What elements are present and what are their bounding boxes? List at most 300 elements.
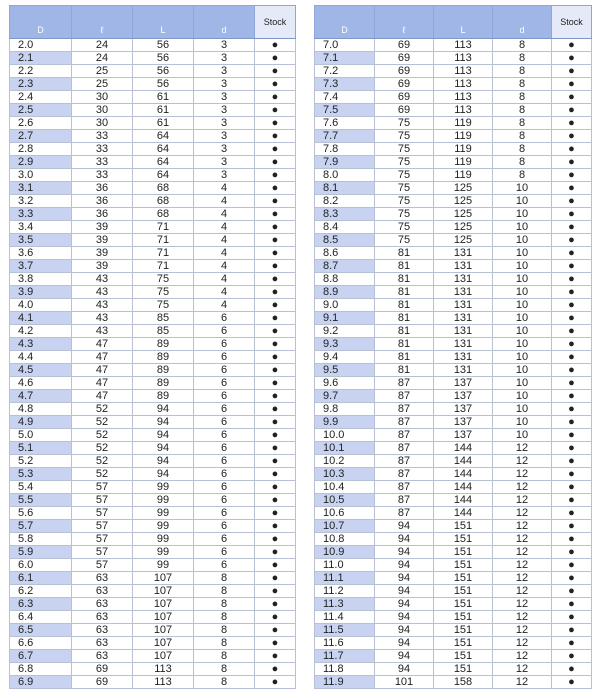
stock-dot-icon: ● (552, 143, 592, 156)
cell-D: 3.2 (10, 195, 72, 208)
cell-shank-dia: 10 (493, 429, 552, 442)
cell-D: 9.1 (315, 312, 375, 325)
cell-D: 5.7 (10, 520, 72, 533)
cell-overall-length: 113 (133, 663, 194, 676)
cell-overall-length: 113 (434, 91, 493, 104)
cell-D: 5.8 (10, 533, 72, 546)
header-row (315, 6, 592, 39)
cell-flute-length: 87 (375, 442, 434, 455)
cell-overall-length: 71 (133, 234, 194, 247)
table-row (10, 117, 296, 130)
table-row (10, 416, 296, 429)
stock-dot-icon: ● (552, 403, 592, 416)
table-row (315, 143, 592, 156)
cell-overall-length: 144 (434, 442, 493, 455)
stock-dot-icon: ● (552, 286, 592, 299)
cell-overall-length: 151 (434, 572, 493, 585)
cell-D: 4.9 (10, 416, 72, 429)
stock-dot-icon: ● (255, 65, 296, 78)
stock-dot-icon: ● (552, 572, 592, 585)
cell-D: 9.5 (315, 364, 375, 377)
table-row (315, 169, 592, 182)
cell-D: 4.7 (10, 390, 72, 403)
cell-flute-length: 75 (375, 130, 434, 143)
cell-D: 2.9 (10, 156, 72, 169)
stock-dot-icon: ● (552, 52, 592, 65)
stock-dot-icon: ● (552, 91, 592, 104)
cell-D: 9.7 (315, 390, 375, 403)
cell-D: 4.2 (10, 325, 72, 338)
cell-overall-length: 64 (133, 156, 194, 169)
table-row (315, 299, 592, 312)
cell-shank-dia: 4 (194, 286, 255, 299)
cell-D: 5.3 (10, 468, 72, 481)
cell-D: 6.0 (10, 559, 72, 572)
stock-dot-icon: ● (552, 390, 592, 403)
table-row (315, 78, 592, 91)
cell-flute-length: 52 (72, 429, 133, 442)
table-row (10, 221, 296, 234)
table-row (10, 312, 296, 325)
cell-flute-length: 52 (72, 403, 133, 416)
table-row (10, 390, 296, 403)
stock-dot-icon: ● (552, 598, 592, 611)
cell-D: 4.4 (10, 351, 72, 364)
cell-D: 3.7 (10, 260, 72, 273)
table-row (315, 520, 592, 533)
table-row (10, 169, 296, 182)
stock-dot-icon: ● (552, 468, 592, 481)
table-row (315, 91, 592, 104)
cell-D: 6.1 (10, 572, 72, 585)
cell-flute-length: 36 (72, 195, 133, 208)
stock-dot-icon: ● (255, 390, 296, 403)
stock-dot-icon: ● (255, 247, 296, 260)
cell-flute-length: 43 (72, 312, 133, 325)
cell-overall-length: 131 (434, 260, 493, 273)
cell-D: 8.4 (315, 221, 375, 234)
table-row (315, 338, 592, 351)
table-row (315, 442, 592, 455)
cell-overall-length: 64 (133, 130, 194, 143)
cell-D: 7.5 (315, 104, 375, 117)
cell-shank-dia: 6 (194, 416, 255, 429)
cell-overall-length: 94 (133, 455, 194, 468)
table-row (315, 260, 592, 273)
stock-dot-icon: ● (255, 572, 296, 585)
cell-shank-dia: 6 (194, 468, 255, 481)
cell-shank-dia: 4 (194, 195, 255, 208)
cell-D: 4.3 (10, 338, 72, 351)
table-row (315, 325, 592, 338)
col-header-flute-length: ℓ (375, 6, 434, 39)
cell-D: 4.8 (10, 403, 72, 416)
cell-flute-length: 94 (375, 585, 434, 598)
cell-D: 11.8 (315, 663, 375, 676)
cell-D: 5.6 (10, 507, 72, 520)
cell-shank-dia: 6 (194, 494, 255, 507)
stock-dot-icon: ● (552, 234, 592, 247)
stock-dot-icon: ● (552, 312, 592, 325)
cell-D: 9.4 (315, 351, 375, 364)
stock-dot-icon: ● (255, 325, 296, 338)
table-row (10, 637, 296, 650)
cell-overall-length: 99 (133, 520, 194, 533)
stock-dot-icon: ● (552, 624, 592, 637)
cell-shank-dia: 3 (194, 143, 255, 156)
table-row (315, 481, 592, 494)
table-row (315, 585, 592, 598)
cell-overall-length: 89 (133, 364, 194, 377)
table-row (315, 650, 592, 663)
cell-D: 4.0 (10, 299, 72, 312)
cell-overall-length: 119 (434, 117, 493, 130)
cell-flute-length: 87 (375, 481, 434, 494)
cell-D: 11.4 (315, 611, 375, 624)
cell-overall-length: 99 (133, 546, 194, 559)
cell-flute-length: 24 (72, 52, 133, 65)
cell-overall-length: 144 (434, 455, 493, 468)
stock-dot-icon: ● (552, 169, 592, 182)
cell-flute-length: 81 (375, 338, 434, 351)
stock-dot-icon: ● (255, 182, 296, 195)
cell-D: 11.0 (315, 559, 375, 572)
cell-shank-dia: 4 (194, 260, 255, 273)
cell-D: 8.1 (315, 182, 375, 195)
cell-overall-length: 94 (133, 468, 194, 481)
cell-flute-length: 69 (375, 78, 434, 91)
cell-shank-dia: 10 (493, 195, 552, 208)
cell-overall-length: 125 (434, 208, 493, 221)
cell-overall-length: 89 (133, 351, 194, 364)
table-row (10, 520, 296, 533)
stock-dot-icon: ● (255, 416, 296, 429)
table-row (10, 78, 296, 91)
cell-overall-length: 71 (133, 247, 194, 260)
cell-overall-length: 56 (133, 39, 194, 52)
cell-overall-length: 107 (133, 637, 194, 650)
stock-dot-icon: ● (552, 195, 592, 208)
table-row (315, 403, 592, 416)
cell-shank-dia: 6 (194, 442, 255, 455)
stock-dot-icon: ● (255, 52, 296, 65)
cell-D: 6.8 (10, 663, 72, 676)
col-header-flute-length: ℓ (72, 6, 133, 39)
cell-flute-length: 30 (72, 104, 133, 117)
table-row (315, 390, 592, 403)
cell-overall-length: 107 (133, 650, 194, 663)
cell-overall-length: 144 (434, 481, 493, 494)
cell-overall-length: 113 (434, 78, 493, 91)
cell-shank-dia: 12 (493, 442, 552, 455)
cell-D: 3.9 (10, 286, 72, 299)
cell-flute-length: 39 (72, 221, 133, 234)
cell-overall-length: 94 (133, 442, 194, 455)
cell-overall-length: 119 (434, 156, 493, 169)
cell-D: 10.3 (315, 468, 375, 481)
cell-shank-dia: 10 (493, 273, 552, 286)
cell-shank-dia: 3 (194, 169, 255, 182)
cell-shank-dia: 3 (194, 104, 255, 117)
cell-D: 4.1 (10, 312, 72, 325)
table-row (315, 273, 592, 286)
cell-D: 3.3 (10, 208, 72, 221)
table-row (315, 312, 592, 325)
cell-D: 6.4 (10, 611, 72, 624)
table-row (10, 442, 296, 455)
cell-shank-dia: 12 (493, 572, 552, 585)
cell-shank-dia: 4 (194, 221, 255, 234)
cell-D: 8.2 (315, 195, 375, 208)
cell-shank-dia: 6 (194, 325, 255, 338)
stock-dot-icon: ● (552, 520, 592, 533)
cell-shank-dia: 8 (194, 611, 255, 624)
table-row (10, 65, 296, 78)
cell-overall-length: 151 (434, 533, 493, 546)
col-header-overall-length: L (133, 6, 194, 39)
cell-shank-dia: 4 (194, 299, 255, 312)
cell-flute-length: 33 (72, 169, 133, 182)
cell-shank-dia: 12 (493, 520, 552, 533)
cell-overall-length: 119 (434, 130, 493, 143)
stock-dot-icon: ● (255, 234, 296, 247)
stock-dot-icon: ● (552, 247, 592, 260)
table-row (10, 273, 296, 286)
cell-flute-length: 57 (72, 559, 133, 572)
cell-D: 9.8 (315, 403, 375, 416)
cell-shank-dia: 12 (493, 624, 552, 637)
cell-flute-length: 69 (375, 52, 434, 65)
cell-flute-length: 87 (375, 429, 434, 442)
cell-overall-length: 89 (133, 338, 194, 351)
table-row (315, 247, 592, 260)
stock-dot-icon: ● (255, 377, 296, 390)
cell-D: 7.9 (315, 156, 375, 169)
cell-flute-length: 52 (72, 416, 133, 429)
stock-dot-icon: ● (552, 299, 592, 312)
cell-overall-length: 99 (133, 559, 194, 572)
table-row (315, 468, 592, 481)
col-header-stock: Stock (552, 6, 592, 39)
cell-shank-dia: 10 (493, 247, 552, 260)
cell-overall-length: 131 (434, 247, 493, 260)
table-row (10, 299, 296, 312)
cell-D: 3.5 (10, 234, 72, 247)
cell-overall-length: 64 (133, 143, 194, 156)
cell-flute-length: 101 (375, 676, 434, 689)
cell-overall-length: 151 (434, 598, 493, 611)
stock-dot-icon: ● (255, 546, 296, 559)
cell-overall-length: 131 (434, 338, 493, 351)
stock-dot-icon: ● (255, 455, 296, 468)
table-row (10, 143, 296, 156)
cell-overall-length: 151 (434, 624, 493, 637)
cell-shank-dia: 4 (194, 208, 255, 221)
cell-flute-length: 57 (72, 481, 133, 494)
cell-flute-length: 43 (72, 286, 133, 299)
cell-flute-length: 57 (72, 507, 133, 520)
cell-shank-dia: 8 (493, 130, 552, 143)
table-row (315, 598, 592, 611)
table-row (315, 533, 592, 546)
cell-shank-dia: 6 (194, 390, 255, 403)
stock-dot-icon: ● (255, 78, 296, 91)
cell-overall-length: 137 (434, 429, 493, 442)
cell-D: 8.0 (315, 169, 375, 182)
stock-dot-icon: ● (255, 611, 296, 624)
cell-shank-dia: 8 (194, 676, 255, 689)
cell-flute-length: 33 (72, 143, 133, 156)
table-row (10, 338, 296, 351)
cell-flute-length: 75 (375, 208, 434, 221)
cell-shank-dia: 12 (493, 650, 552, 663)
cell-flute-length: 94 (375, 546, 434, 559)
cell-D: 8.6 (315, 247, 375, 260)
stock-dot-icon: ● (255, 351, 296, 364)
cell-D: 7.1 (315, 52, 375, 65)
cell-shank-dia: 4 (194, 182, 255, 195)
stock-dot-icon: ● (255, 39, 296, 52)
cell-flute-length: 69 (72, 676, 133, 689)
cell-flute-length: 47 (72, 390, 133, 403)
table-row (315, 39, 592, 52)
cell-overall-length: 131 (434, 312, 493, 325)
stock-dot-icon: ● (255, 481, 296, 494)
cell-D: 6.6 (10, 637, 72, 650)
stock-dot-icon: ● (552, 182, 592, 195)
cell-shank-dia: 12 (493, 637, 552, 650)
cell-flute-length: 39 (72, 234, 133, 247)
cell-flute-length: 87 (375, 507, 434, 520)
cell-flute-length: 43 (72, 273, 133, 286)
stock-dot-icon: ● (552, 104, 592, 117)
stock-dot-icon: ● (255, 507, 296, 520)
cell-D: 11.6 (315, 637, 375, 650)
table-row (10, 663, 296, 676)
cell-shank-dia: 3 (194, 65, 255, 78)
table-row (10, 52, 296, 65)
stock-dot-icon: ● (255, 91, 296, 104)
table-row (10, 104, 296, 117)
cell-D: 10.8 (315, 533, 375, 546)
table-row (315, 195, 592, 208)
cell-D: 11.7 (315, 650, 375, 663)
table-row (10, 234, 296, 247)
cell-overall-length: 75 (133, 286, 194, 299)
cell-overall-length: 151 (434, 611, 493, 624)
cell-flute-length: 81 (375, 299, 434, 312)
cell-flute-length: 47 (72, 351, 133, 364)
cell-overall-length: 56 (133, 52, 194, 65)
stock-dot-icon: ● (552, 416, 592, 429)
cell-shank-dia: 10 (493, 377, 552, 390)
stock-dot-icon: ● (255, 221, 296, 234)
stock-dot-icon: ● (552, 533, 592, 546)
cell-D: 11.1 (315, 572, 375, 585)
stock-dot-icon: ● (552, 676, 592, 689)
stock-dot-icon: ● (552, 39, 592, 52)
stock-dot-icon: ● (255, 130, 296, 143)
cell-flute-length: 30 (72, 117, 133, 130)
cell-flute-length: 52 (72, 442, 133, 455)
stock-dot-icon: ● (552, 663, 592, 676)
cell-flute-length: 75 (375, 169, 434, 182)
table-row (10, 364, 296, 377)
cell-overall-length: 137 (434, 403, 493, 416)
stock-dot-icon: ● (255, 104, 296, 117)
cell-flute-length: 63 (72, 598, 133, 611)
cell-flute-length: 94 (375, 533, 434, 546)
cell-shank-dia: 8 (194, 637, 255, 650)
stock-dot-icon: ● (255, 468, 296, 481)
cell-shank-dia: 10 (493, 312, 552, 325)
stock-dot-icon: ● (255, 273, 296, 286)
table-row (315, 377, 592, 390)
cell-shank-dia: 8 (194, 650, 255, 663)
stock-dot-icon: ● (255, 442, 296, 455)
cell-shank-dia: 12 (493, 533, 552, 546)
stock-dot-icon: ● (552, 260, 592, 273)
cell-flute-length: 63 (72, 611, 133, 624)
cell-D: 3.0 (10, 169, 72, 182)
table-row (10, 559, 296, 572)
cell-overall-length: 113 (434, 104, 493, 117)
cell-overall-length: 151 (434, 637, 493, 650)
cell-shank-dia: 8 (493, 156, 552, 169)
table-row (10, 286, 296, 299)
cell-shank-dia: 3 (194, 156, 255, 169)
stock-dot-icon: ● (552, 364, 592, 377)
stock-dot-icon: ● (552, 351, 592, 364)
cell-overall-length: 151 (434, 546, 493, 559)
cell-overall-length: 119 (434, 169, 493, 182)
cell-overall-length: 89 (133, 390, 194, 403)
cell-shank-dia: 8 (493, 104, 552, 117)
cell-overall-length: 107 (133, 611, 194, 624)
cell-flute-length: 75 (375, 182, 434, 195)
cell-shank-dia: 12 (493, 676, 552, 689)
table-row (315, 637, 592, 650)
cell-overall-length: 131 (434, 325, 493, 338)
cell-shank-dia: 12 (493, 546, 552, 559)
cell-flute-length: 33 (72, 130, 133, 143)
table-row (315, 572, 592, 585)
cell-flute-length: 75 (375, 234, 434, 247)
table-row (315, 130, 592, 143)
cell-D: 8.9 (315, 286, 375, 299)
stock-dot-icon: ● (552, 221, 592, 234)
cell-flute-length: 25 (72, 78, 133, 91)
cell-shank-dia: 6 (194, 429, 255, 442)
cell-shank-dia: 10 (493, 286, 552, 299)
table-row (10, 676, 296, 689)
cell-overall-length: 131 (434, 364, 493, 377)
table-row (10, 598, 296, 611)
cell-overall-length: 71 (133, 260, 194, 273)
table-body-left (10, 39, 296, 689)
cell-overall-length: 113 (133, 676, 194, 689)
cell-flute-length: 47 (72, 364, 133, 377)
table-row (315, 182, 592, 195)
cell-overall-length: 131 (434, 286, 493, 299)
stock-dot-icon: ● (552, 611, 592, 624)
cell-overall-length: 144 (434, 494, 493, 507)
cell-flute-length: 52 (72, 455, 133, 468)
stock-dot-icon: ● (255, 208, 296, 221)
stock-dot-icon: ● (552, 429, 592, 442)
table-row (315, 104, 592, 117)
cell-shank-dia: 10 (493, 416, 552, 429)
